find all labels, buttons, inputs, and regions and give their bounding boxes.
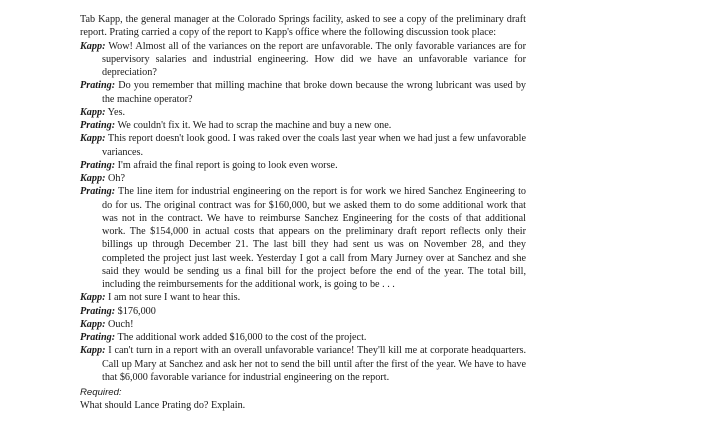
dialogue-turn bbox=[80, 40, 526, 80]
dialogue-turn bbox=[80, 79, 526, 106]
speaker-name: Kapp: bbox=[80, 345, 106, 357]
intro-paragraph: Tab Kapp, the general manager at the Colorado Springs facility, asked to see a copy of the preliminary draft report. Prating carried a copy of the report to Kapp's office where the following discussion took place: bbox=[80, 14, 526, 39]
speaker-name: Prating: bbox=[80, 305, 116, 317]
dialogue-turn bbox=[80, 331, 526, 344]
speaker-name: Kapp: bbox=[80, 133, 106, 145]
speaker-name: Prating: bbox=[80, 159, 116, 171]
dialogue-text: Yes. bbox=[107, 106, 126, 118]
dialogue-text: Wow! Almost all of the variances on the report are unfavorable. The only favorable variances are for supervisory salaries and industrial engineering. How did we have an unfavorable variance for depreciation? bbox=[102, 40, 526, 78]
speaker-name: Kapp: bbox=[80, 173, 106, 184]
dialogue-text: Ouch! bbox=[108, 318, 134, 330]
dialogue-text: Oh? bbox=[108, 173, 125, 184]
dialogue-turn bbox=[80, 291, 526, 304]
speaker-name: Prating: bbox=[80, 332, 116, 343]
dialogue-turn bbox=[80, 185, 526, 291]
required-question: What should Lance Prating do? Explain. bbox=[80, 400, 246, 412]
speaker-name: Prating: bbox=[80, 120, 116, 131]
dialogue-text: This report doesn't look good. I was raked over the coals last year when we had just a few unfavorable variances. bbox=[102, 133, 526, 158]
required-label: Required: bbox=[80, 387, 122, 398]
dialogue-text: Do you remember that milling machine that broke down because the wrong lubricant was used by the machine operator? bbox=[102, 80, 527, 105]
dialogue-turn bbox=[80, 106, 526, 119]
speaker-name: Kapp: bbox=[80, 40, 106, 52]
speaker-name: Prating: bbox=[80, 80, 116, 92]
dialogue-turn bbox=[80, 119, 526, 132]
speaker-name: Kapp: bbox=[80, 106, 106, 118]
dialogue-turn bbox=[80, 344, 526, 384]
speaker-name: Kapp: bbox=[80, 292, 106, 304]
dialogue-text: I'm afraid the final report is going to look even worse. bbox=[117, 159, 338, 171]
dialogue-text: I am not sure I want to hear this. bbox=[108, 292, 241, 304]
dialogue-turn bbox=[80, 172, 526, 185]
speaker-name: Prating: bbox=[80, 186, 116, 198]
dialogue-turn bbox=[80, 159, 526, 172]
dialogue-text: The additional work added $16,000 to the cost of the project. bbox=[117, 332, 367, 343]
dialogue-turn bbox=[80, 318, 526, 331]
dialogue-turn bbox=[80, 305, 526, 318]
dialogue-text: I can't turn in a report with an overall unfavorable variance! They'll kill me at corporate headquarters. Call up Mary at Sanchez and ask her not to send the bill until after the first of the year. We have to have that $6,000 favorable variance for industrial engineering on the report. bbox=[102, 345, 527, 383]
dialogue bbox=[80, 40, 526, 385]
speaker-name: Kapp: bbox=[80, 318, 106, 330]
dialogue-text: $176,000 bbox=[117, 305, 156, 317]
dialogue-text: The line item for industrial engineering on the report is for work we hired Sanchez Engineering to do for us. The original contract was for $160,000, but we asked them to do some additional work that was not in the contract. We have to reimburse Sanchez Engineering for the costs of that additional work. The $154,000 in actual costs that appears on the preliminary draft report reflects only their billings up through December 21. The last bill they had sent us was on November 28, and they completed the project just last week. Yesterday I got a call from Mary Jurney over at Sanchez and she said they would be sending us a final bill for the project before the end of the year. The total bill, including the reimbursements for the additional work, is going to be . . . bbox=[102, 186, 526, 290]
dialogue-turn bbox=[80, 132, 526, 159]
document-body bbox=[80, 13, 526, 413]
dialogue-text: We couldn't fix it. We had to scrap the machine and buy a new one. bbox=[117, 120, 392, 131]
